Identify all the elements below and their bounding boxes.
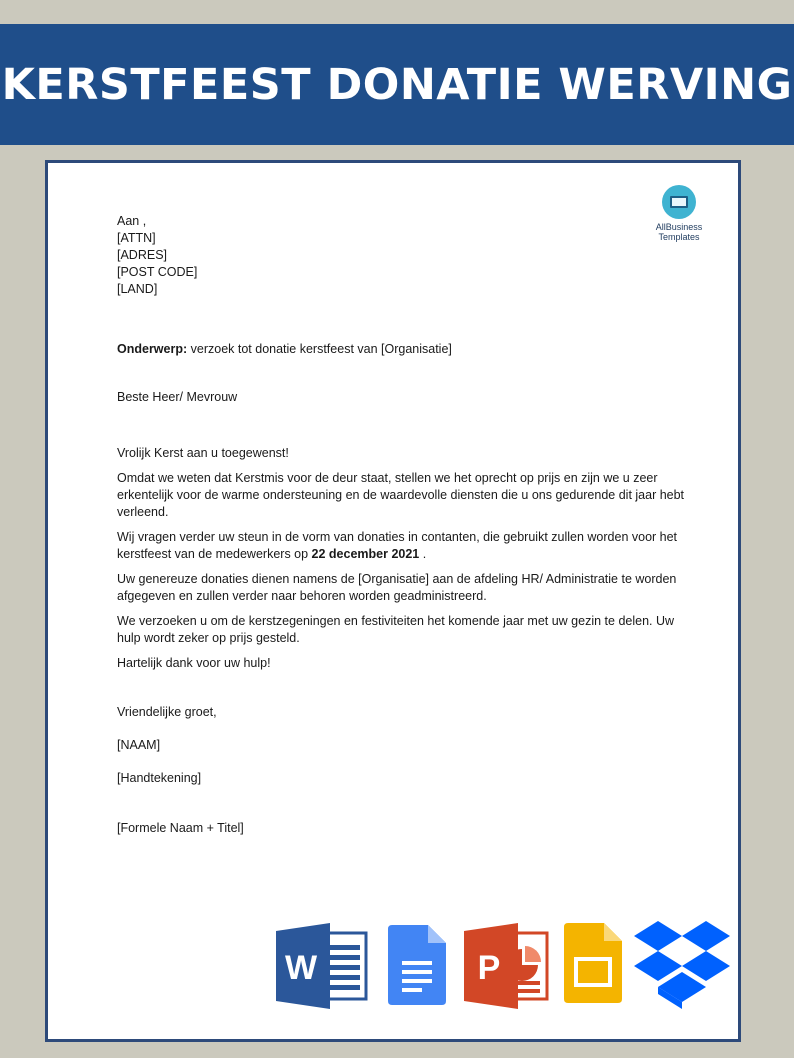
- word-letter: W: [284, 949, 318, 987]
- word-icon: [276, 923, 370, 1009]
- subject-line: [117, 341, 697, 358]
- logo-text-line1: AllBusiness: [655, 222, 703, 232]
- powerpoint-letter: P: [477, 949, 501, 987]
- address-line: [ADRES]: [117, 248, 168, 262]
- dropbox-icon: [634, 921, 730, 1009]
- address-line: [POST CODE]: [117, 265, 198, 279]
- paragraph-5: Hartelijk dank voor uw hulp!: [117, 656, 271, 670]
- address-line: [LAND]: [117, 282, 158, 296]
- powerpoint-icon: [464, 923, 550, 1009]
- salutation: Beste Heer/ Mevrouw: [117, 390, 238, 404]
- logo-text-line2: Templates: [658, 232, 700, 242]
- address-line: [ATTN]: [117, 231, 156, 245]
- recipient-address: [117, 213, 697, 298]
- paragraph-2-text: Wij vragen verder uw steun in de vorm van donaties in contanten, die gebruikt zullen worden voor het kerstfeest van de medewerkers op: [117, 530, 678, 561]
- address-line: Aan ,: [117, 214, 147, 228]
- subject-text: verzoek tot donatie kerstfeest van [Organisatie]: [187, 342, 452, 356]
- paragraph-2: [117, 529, 697, 563]
- letter-sheet: [45, 160, 741, 1042]
- format-icons: [276, 921, 731, 1011]
- title-banner: [0, 24, 794, 145]
- sender-name: [NAAM]: [117, 738, 161, 752]
- paragraph-1: Omdat we weten dat Kerstmis voor de deur staat, stellen we het oprecht op prijs en zijn we u zeer erkentelijk voor de warme ondersteuning en de waardevolle diensten die u ons gedurende dit jaar hebt verleend.: [117, 471, 685, 519]
- page-title: KERSTFEEST DONATIE WERVING: [1, 59, 793, 110]
- google-slides-icon: [564, 923, 622, 1003]
- paragraph-3: Uw genereuze donaties dienen namens de [Organisatie] aan de afdeling HR/ Administratie te worden afgegeven en zullen verder naar behoren worden geadministreerd.: [117, 572, 677, 603]
- paragraph-2-end: .: [419, 547, 427, 561]
- paragraph-4: We verzoeken u om de kerstzegeningen en festiviteiten het komende jaar met uw gezin te delen. Uw hulp wordt zeker op prijs gesteld.: [117, 614, 675, 645]
- intro-line: Vrolijk Kerst aan u toegewenst!: [117, 446, 289, 460]
- letter-body: [117, 213, 697, 837]
- closing: Vriendelijke groet,: [117, 705, 217, 719]
- signature-placeholder: [Handtekening]: [117, 771, 202, 785]
- subject-label: Onderwerp:: [117, 342, 188, 356]
- event-date: 22 december 2021: [311, 547, 420, 561]
- google-docs-icon: [388, 925, 446, 1005]
- formal-name-title: [Formele Naam + Titel]: [117, 821, 244, 835]
